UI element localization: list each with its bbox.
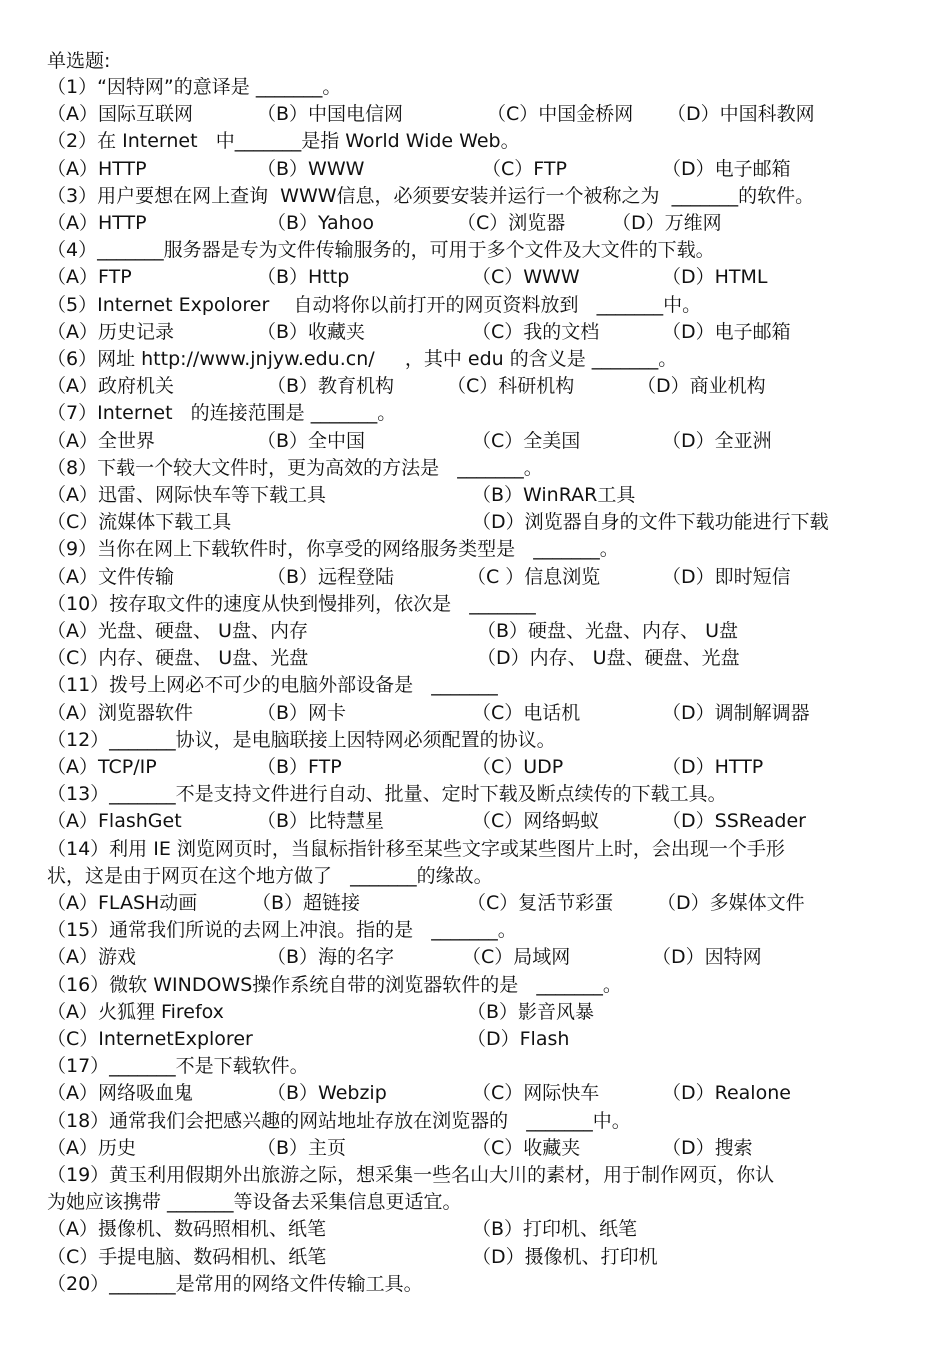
- answer-option: （D）HTML: [662, 266, 768, 289]
- answer-option: （C）全美国: [472, 429, 581, 452]
- answer-option: （C）内存、硬盘、 U盘、光盘: [47, 647, 309, 670]
- answer-option: （D）调制解调器: [662, 701, 810, 724]
- question-text: （8）下载一个较大文件时，更为高效的方法是 _______。: [47, 456, 543, 479]
- answer-option: （A）光盘、硬盘、 U盘、内存: [47, 620, 308, 642]
- question-text: （19）黄玉利用假期外出旅游之际，想采集一些名山大川的素材，用于制作网页，你认: [47, 1164, 775, 1186]
- answer-option: （A）TCP/IP: [47, 756, 157, 778]
- answer-option: （A）文件传输: [47, 565, 174, 588]
- answer-option: （C）收藏夹: [472, 1136, 581, 1159]
- answer-option: （B）影音风暴: [467, 1000, 595, 1023]
- answer-option: （B）WinRAR工具: [472, 484, 636, 506]
- answer-option: （C ）信息浏览: [467, 565, 601, 588]
- answer-option: （D）商业机构: [637, 375, 766, 398]
- answer-option: （C）FTP: [482, 157, 567, 180]
- answer-option: （D）摄像机、打印机: [472, 1245, 658, 1268]
- question-text: 为她应该携带 _______等设备去采集信息更适宜。: [47, 1191, 462, 1214]
- answer-option: （A）FLASH动画: [47, 892, 198, 914]
- question-text: （4）_______服务器是专为文件传输服务的，可用于多个文件及大文件的下载。: [47, 239, 715, 262]
- answer-option: （B）主页: [257, 1136, 347, 1159]
- answer-option: （A）摄像机、数码照相机、纸笔: [47, 1218, 326, 1241]
- answer-option: （D）因特网: [652, 946, 762, 969]
- question-text: （20）_______是常用的网络文件传输工具。: [47, 1272, 423, 1295]
- answer-option: （C）手提电脑、数码相机、纸笔: [47, 1245, 327, 1268]
- answer-option: （A）迅雷、网际快车等下载工具: [47, 484, 326, 506]
- answer-option: （A）HTTP: [47, 212, 147, 234]
- answer-option: （B）全中国: [257, 429, 366, 452]
- answer-option: （A）火狐狸 Firefox: [47, 1000, 224, 1023]
- answer-option: （D）浏览器自身的文件下载功能进行下载: [472, 511, 829, 534]
- answer-option: （D）多媒体文件: [657, 892, 805, 914]
- answer-option: （C）流媒体下载工具: [47, 511, 232, 534]
- answer-option: （B）收藏夹: [257, 320, 366, 343]
- answer-option: （D）电子邮箱: [662, 320, 791, 343]
- answer-option: （A）浏览器软件: [47, 701, 193, 724]
- answer-option: （A）历史记录: [47, 320, 174, 343]
- answer-option: （C）电话机: [472, 701, 581, 724]
- answer-option: （D）HTTP: [662, 756, 764, 778]
- question-text: （18）通常我们会把感兴趣的网站地址存放在浏览器的 _______中。: [47, 1109, 631, 1132]
- answer-option: （B）Webzip: [267, 1082, 387, 1105]
- answer-option: （A）FlashGet: [47, 810, 182, 833]
- answer-option: （B）Http: [257, 266, 350, 289]
- answer-option: （D）电子邮箱: [662, 157, 791, 180]
- answer-option: （A）国际互联网: [47, 103, 193, 126]
- answer-option: （D）万维网: [612, 212, 722, 234]
- answer-option: （B）FTP: [257, 756, 342, 778]
- answer-option: （B）比特慧星: [257, 810, 385, 833]
- answer-option: （D）Flash: [467, 1028, 570, 1050]
- answer-option: （B）超链接: [252, 892, 361, 914]
- question-text: （1）“因特网”的意译是 _______。: [47, 76, 342, 98]
- answer-option: （A）HTTP: [47, 157, 147, 180]
- answer-option: （B）网卡: [257, 701, 347, 724]
- answer-option: （C）中国金桥网: [487, 103, 634, 126]
- answer-option: （D）全亚洲: [662, 429, 772, 452]
- answer-option: （C）我的文档: [472, 320, 600, 343]
- question-text: （2）在 Internet 中_______是指 World Wide Web。: [47, 130, 520, 153]
- question-text: 状，这是由于网页在这个地方做了 _______的缘故。: [47, 864, 493, 887]
- question-text: （11）拨号上网必不可少的电脑外部设备是 _______: [47, 674, 498, 697]
- question-text: （5）Internet Expolorer 自动将你以前打开的网页资料放到 _______中。: [47, 293, 702, 316]
- answer-option: （B）WWW: [257, 157, 365, 180]
- question-text: （3）用户要想在网上查询 WWW信息，必须要安装并运行一个被称之为 _______的软件。: [47, 184, 815, 207]
- answer-option: （A）政府机关: [47, 375, 174, 398]
- answer-option: （D）中国科教网: [667, 103, 815, 126]
- answer-option: （A）历史: [47, 1136, 136, 1159]
- answer-option: （D）搜索: [662, 1136, 753, 1159]
- answer-option: （B）Yahoo: [267, 212, 374, 234]
- question-text: （14）利用 IE 浏览网页时，当鼠标指针移至某些文字或某些图片上时，会出现一个手形: [47, 837, 785, 860]
- answer-option: （C）复活节彩蛋: [467, 892, 614, 914]
- answer-option: （C）网际快车: [472, 1082, 600, 1105]
- answer-option: （B）打印机、纸笔: [472, 1218, 638, 1241]
- answer-option: （C）UDP: [472, 756, 564, 778]
- answer-option: （C）局域网: [462, 946, 571, 969]
- answer-option: （B）教育机构: [267, 375, 395, 398]
- answer-option: （C）WWW: [472, 266, 580, 289]
- answer-option: （A）全世界: [47, 429, 155, 452]
- question-text: （17）_______不是下载软件。: [47, 1055, 309, 1078]
- question-text: （12）_______协议，是电脑联接上因特网必须配置的协议。: [47, 728, 556, 751]
- answer-option: （D）内存、 U盘、硬盘、光盘: [477, 647, 740, 670]
- question-text: （7）Internet 的连接范围是 _______。: [47, 402, 397, 425]
- answer-option: （B）硬盘、光盘、内存、 U盘: [477, 620, 738, 642]
- answer-option: （D）即时短信: [662, 565, 791, 588]
- question-text: （10）按存取文件的速度从快到慢排列，依次是 _______: [47, 592, 536, 615]
- answer-option: （C）科研机构: [447, 375, 575, 398]
- question-text: （15）通常我们所说的去网上冲浪。指的是 _______。: [47, 919, 517, 942]
- question-text: （13）_______不是支持文件进行自动、批量、定时下载及断点续传的下载工具。: [47, 783, 727, 806]
- question-text: （6）网址 http://www.jnjyw.edu.cn/ ，其中 edu 的含义是 _______。: [47, 348, 678, 370]
- question-text: （9）当你在网上下载软件时，你享受的网络服务类型是 _______。: [47, 538, 619, 561]
- section-heading: 单选题:: [47, 50, 111, 72]
- answer-option: （D）Realone: [662, 1082, 791, 1105]
- answer-option: （A）FTP: [47, 266, 132, 289]
- question-text: （16）微软 WINDOWS操作系统自带的浏览器软件的是 _______。: [47, 973, 622, 996]
- answer-option: （B）远程登陆: [267, 565, 395, 588]
- answer-option: （D）SSReader: [662, 810, 806, 833]
- answer-option: （B）海的名字: [267, 946, 395, 969]
- answer-option: （B）中国电信网: [257, 103, 404, 126]
- answer-option: （A）网络吸血鬼: [47, 1082, 193, 1105]
- answer-option: （C）网络蚂蚁: [472, 810, 600, 833]
- answer-option: （A）游戏: [47, 946, 136, 969]
- answer-option: （C）InternetExplorer: [47, 1028, 253, 1050]
- answer-option: （C）浏览器: [457, 212, 566, 234]
